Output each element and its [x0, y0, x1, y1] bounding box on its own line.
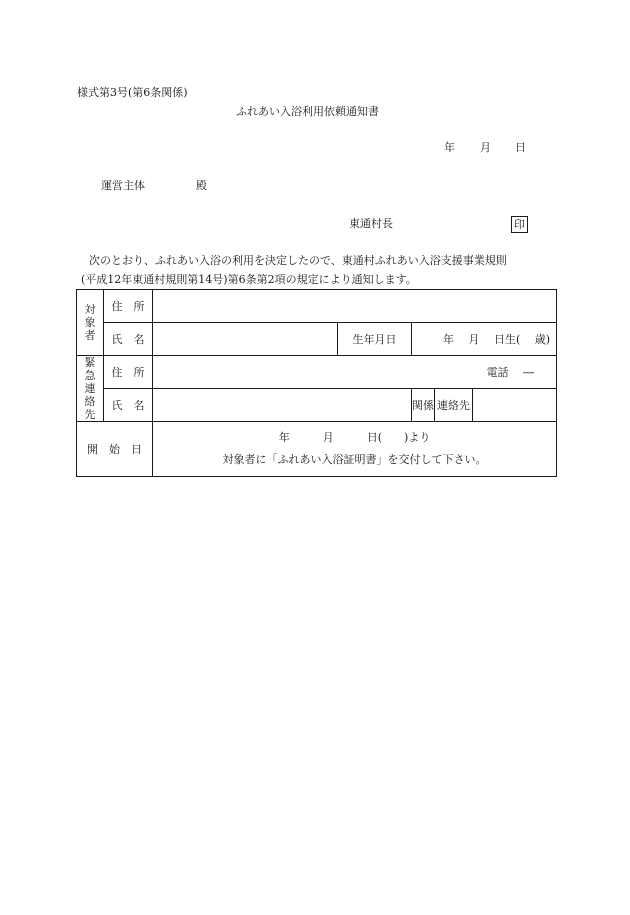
- subject-group-label: 対 象 者: [77, 290, 104, 356]
- subject-address-field[interactable]: [153, 290, 557, 323]
- start-date-field[interactable]: [153, 422, 557, 477]
- subject-name-label: 氏 名: [104, 323, 153, 356]
- emergency-name-label: 氏 名: [104, 389, 153, 422]
- addressee-honorific: 殿: [196, 179, 207, 192]
- body-text-line2: (平成12年東通村規則第14号)第6条第2項の規定により通知します。: [81, 273, 417, 286]
- emergency-name-field[interactable]: [153, 389, 412, 422]
- page-title: ふれあい入浴利用依頼通知書: [236, 105, 379, 118]
- table-row-start-date: [77, 422, 557, 477]
- sender-title: 東通村長: [349, 217, 393, 230]
- start-date-note: 対象者に「ふれあい入浴証明書」を交付して下さい。: [222, 453, 487, 466]
- notification-form-table: [76, 289, 557, 477]
- body-text-line1: 次のとおり、ふれあい入浴の利用を決定したので、東通村ふれあい入浴支援事業規則: [89, 254, 507, 267]
- form-number: 様式第3号(第6条関係): [77, 86, 188, 99]
- date-day-label: 日: [515, 141, 526, 154]
- date-year-label: 年: [444, 141, 455, 154]
- emergency-group-label: 緊 急 連 絡 先: [77, 356, 104, 422]
- birthdate-field[interactable]: 年 月 日生( 歳): [412, 323, 557, 356]
- seal-stamp: 印: [511, 216, 528, 233]
- contact-label: 連絡先: [435, 389, 473, 422]
- date-month-label: 月: [480, 141, 491, 154]
- start-date-value: 年 月 日( )より: [278, 431, 431, 444]
- subject-name-field[interactable]: [153, 323, 338, 356]
- subject-address-label: 住 所: [104, 290, 153, 323]
- start-date-label: 開 始 日: [77, 422, 153, 477]
- relation-label: 関係: [412, 389, 435, 422]
- table-row-subject-name: [77, 323, 557, 356]
- contact-field[interactable]: [473, 389, 557, 422]
- table-row-subject-address: [77, 290, 557, 323]
- emergency-address-label: 住 所: [104, 356, 153, 389]
- phone-label: 電話 ―: [486, 366, 535, 379]
- table-row-emergency-address: [77, 356, 557, 389]
- addressee-label: 運営主体: [101, 179, 145, 192]
- birthdate-label: 生年月日: [338, 323, 412, 356]
- table-row-emergency-name: [77, 389, 557, 422]
- emergency-address-field[interactable]: [153, 356, 557, 389]
